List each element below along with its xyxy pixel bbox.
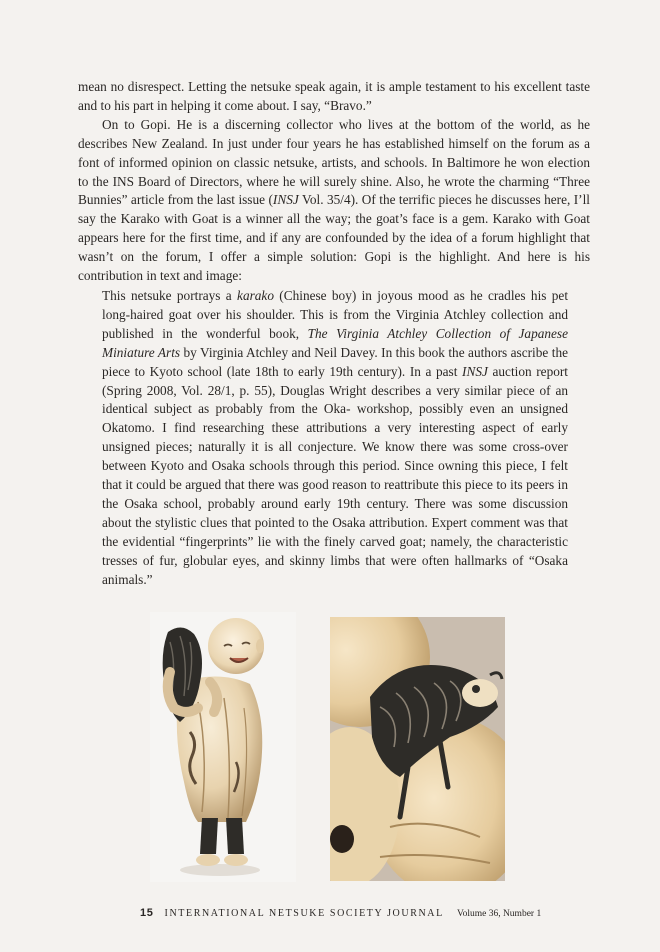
paragraph-gopi-intro <box>78 116 590 286</box>
gopi-intro-text-b: Vol. 35/4). Of the terrific pieces he discusses here, I’ll say the Karako with Goat is a winner all the way; the goat’s face is a gem. Karako with Goat appears here for the first time, and if any are confounded by the idea of a forum highlight that wasn’t on the forum, I offer a simple solution: Gopi is the highlight. And here is his contribution in text and image: <box>78 192 590 284</box>
book-title: The Virginia Atchley Collection of Japanese Miniature Arts <box>102 325 569 360</box>
goat-closeup-illustration <box>330 617 505 881</box>
journal-abbrev: INSJ <box>272 192 299 208</box>
goat-detail-image <box>330 617 505 881</box>
page-footer <box>140 907 540 919</box>
volume-issue: Volume 36, Number 1 <box>456 909 542 919</box>
gopi-contribution-quote <box>102 287 568 590</box>
quote-text-b: (Chinese boy) in joyous mood as he cradles his pet long-haired goat over his shoulder. This is from the Virginia Atchley collection and published in the wonderful book, <box>102 288 569 341</box>
quote-text-c: by Virginia Atchley and Neil Davey. In this book the authors ascribe the piece to Kyoto school (late 18th to early 19th century). In a past <box>102 344 568 379</box>
paragraph-continuation: mean no disrespect. Letting the netsuke speak again, it is ample testament to his excellent taste and to his part in helping it come about. I say, “Bravo.” <box>78 79 590 113</box>
quote-text-a: This netsuke portrays a <box>102 288 238 303</box>
quote-text-d: auction report (Spring 2008, Vol. 28/1, p. 55), Douglas Wright describes a very similar piece of an identical subject as probably from the Oka- workshop, possibly even an unsigned Okatomo. I find researching these attributions a very interesting aspect of early unsigned pieces; naturally it is all conjecture. We know there was some cross-over between Kyoto and Osaka schools through this period. Since owning this piece, I felt that it could be argued that there was good reason to reattribute this piece to its peers in the Osaka school, probably around early 19th century. There was some discussion about the stylistic clues that pointed to the Osaka attribution. Expert comment was that the evidential “fingerprints” lie with the finely carved goat; namely, the characteristic tresses of fur, globular eyes, and skinny limbs that were often hallmarks of “Osaka animals.” <box>102 363 568 587</box>
journal-abbrev-quote: INSJ <box>462 363 488 379</box>
page-number: 15 <box>140 907 154 919</box>
journal-title: INTERNATIONAL NETSUKE SOCIETY JOURNAL <box>164 908 444 919</box>
quote-paragraph <box>102 287 568 590</box>
karako-figure-illustration <box>150 612 296 882</box>
karako-term: karako <box>237 288 274 303</box>
netsuke-full-view-image <box>150 612 296 882</box>
gopi-intro-text-a: On to Gopi. He is a discerning collector who lives at the bottom of the world, as he describes New Zealand. In just under four years he has established himself on the forum as a font of informed opinion on classic netsuke, artists, and schools. In Baltimore he won election to the INS Board of Directors, where he will surely shine. Also, he wrote the charming “Three Bunnies” article from the last issue ( <box>78 116 590 208</box>
article-body <box>78 78 590 286</box>
